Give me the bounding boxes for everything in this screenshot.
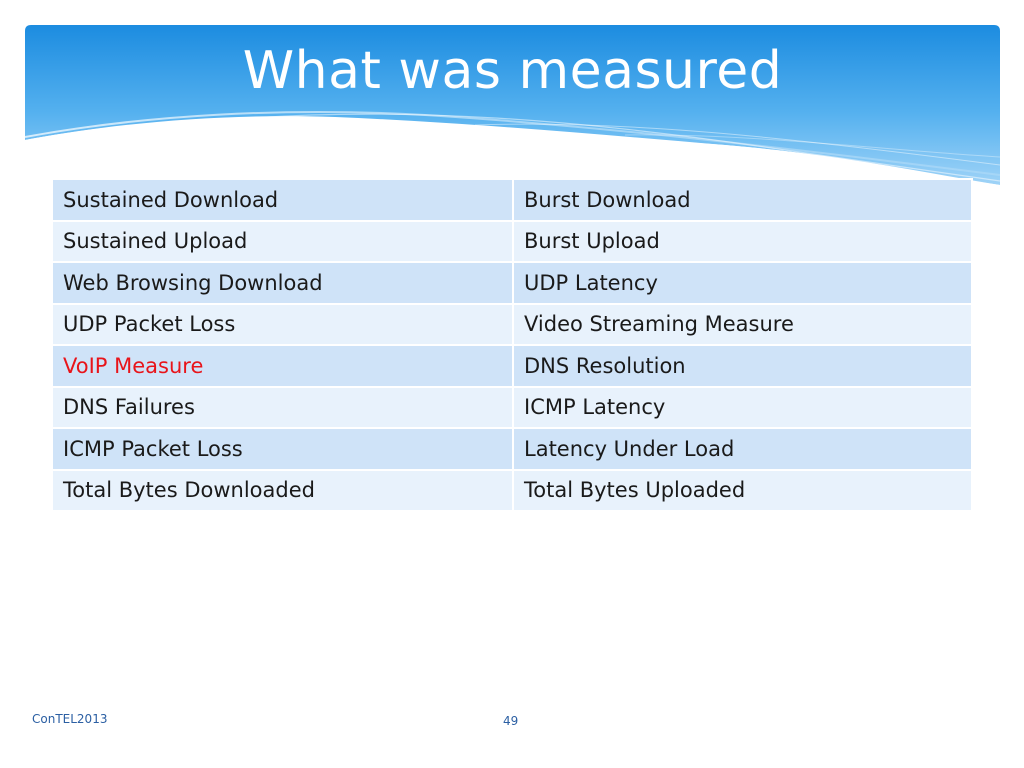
table-row xyxy=(52,470,972,512)
table-row xyxy=(52,179,972,221)
page-number: 49 xyxy=(503,714,519,728)
table-cell: Total Bytes Downloaded xyxy=(52,470,513,512)
table-cell: ICMP Latency xyxy=(513,387,972,429)
table-cell: Sustained Upload xyxy=(52,221,513,263)
footer-conference-label: ConTEL2013 xyxy=(32,712,108,726)
table-cell: Video Streaming Measure xyxy=(513,304,972,346)
table-cell: DNS Resolution xyxy=(513,345,972,387)
table-cell: ICMP Packet Loss xyxy=(52,428,513,470)
table-row xyxy=(52,304,972,346)
table-row xyxy=(52,387,972,429)
table-cell: Latency Under Load xyxy=(513,428,972,470)
table-cell: Sustained Download xyxy=(52,179,513,221)
table-row xyxy=(52,428,972,470)
table-cell: Burst Download xyxy=(513,179,972,221)
page-title: What was measured xyxy=(242,41,783,101)
table-cell-highlighted: VoIP Measure xyxy=(52,345,513,387)
table-row xyxy=(52,345,972,387)
table-cell: DNS Failures xyxy=(52,387,513,429)
table-cell: Burst Upload xyxy=(513,221,972,263)
table-row xyxy=(52,221,972,263)
table-cell: UDP Latency xyxy=(513,262,972,304)
table-cell: Web Browsing Download xyxy=(52,262,513,304)
table-row xyxy=(52,262,972,304)
measurements-table xyxy=(51,178,973,512)
table-cell: UDP Packet Loss xyxy=(52,304,513,346)
table-cell: Total Bytes Uploaded xyxy=(513,470,972,512)
